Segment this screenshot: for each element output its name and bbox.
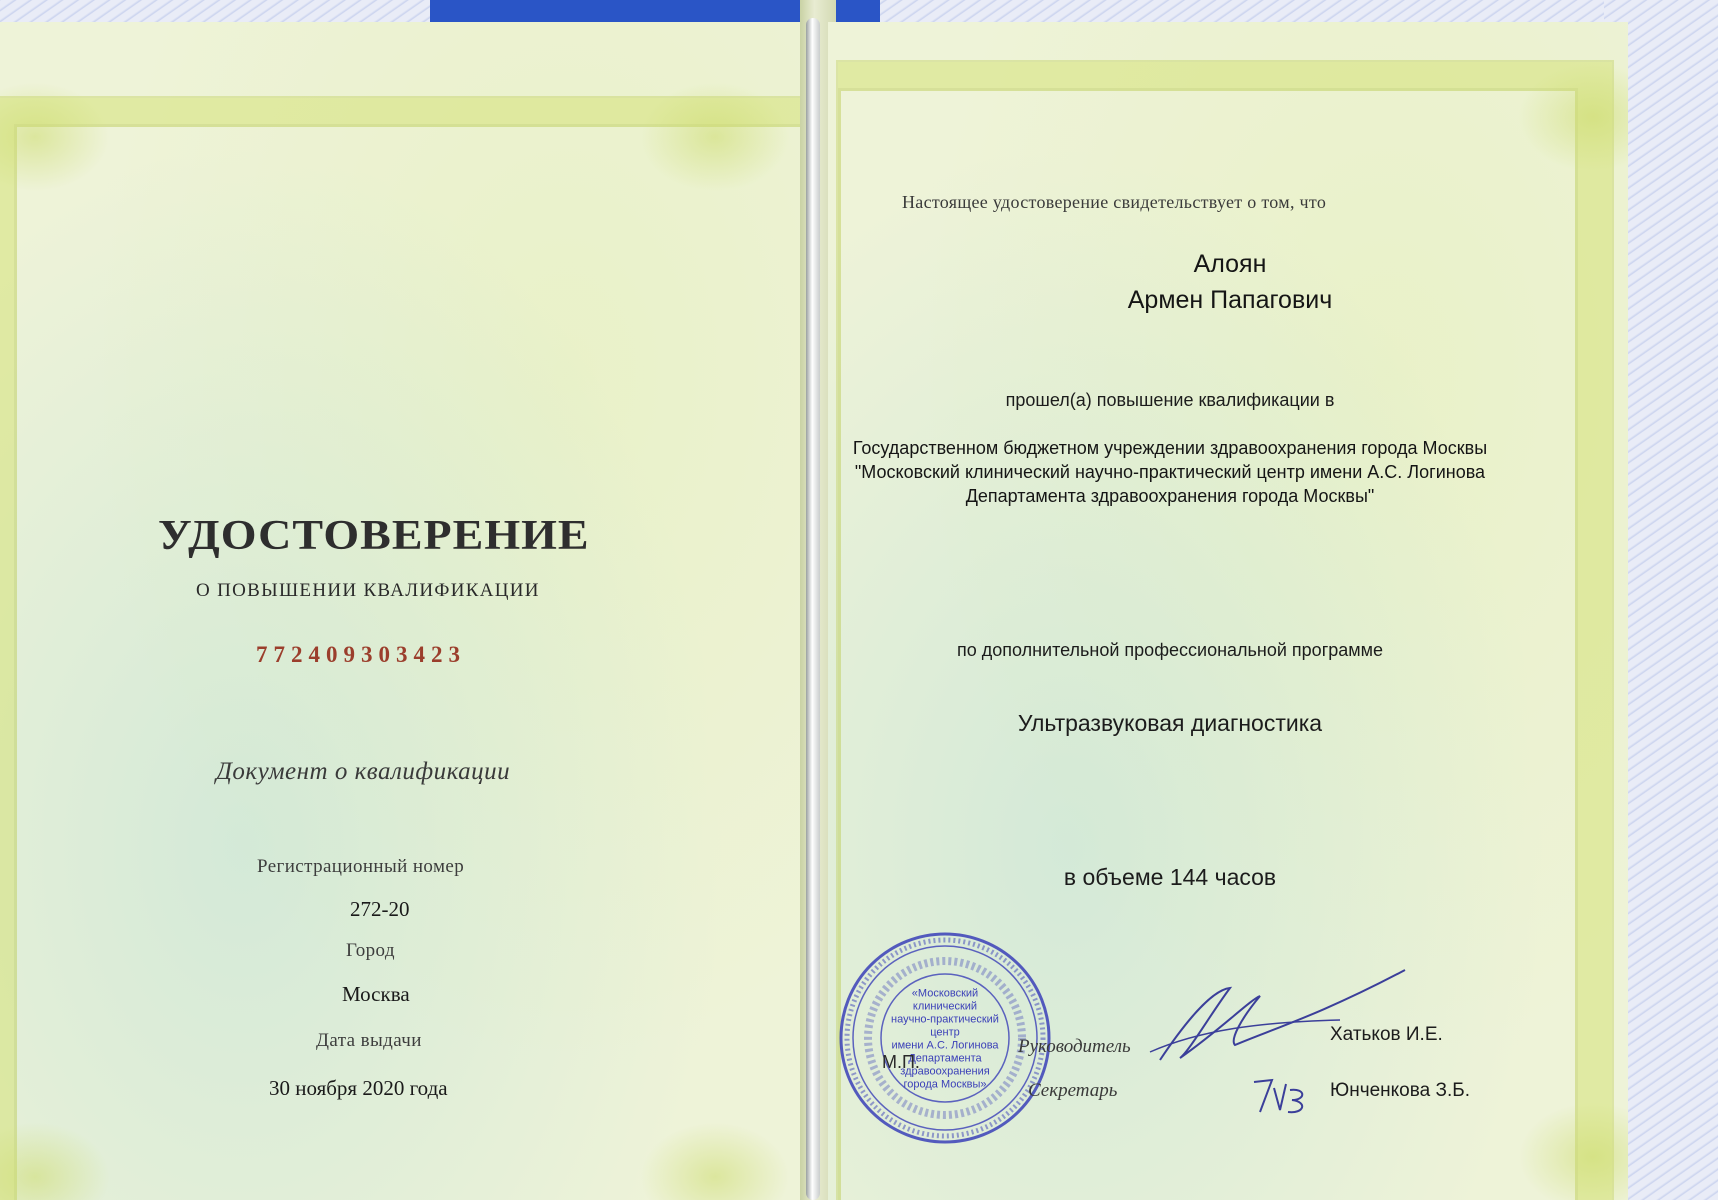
- stamp-line: научно-практический: [891, 1013, 999, 1026]
- stamp-line: «Московский: [911, 987, 979, 1000]
- binding-cord: [806, 18, 820, 1200]
- stamp-line: имени А.С. Логинова: [891, 1039, 999, 1052]
- secretary-name: Юнченкова З.Б.: [1330, 1080, 1470, 1101]
- program-label: по дополнительной профессиональной программе: [956, 640, 1384, 660]
- head-signature: [1140, 960, 1410, 1070]
- secretary-label: Секретарь: [1028, 1080, 1118, 1101]
- intro-text: Настоящее удостоверение свидетельствует о том, что: [902, 192, 1327, 212]
- secretary-signature: [1250, 1070, 1310, 1116]
- issue-date-label: Дата выдачи: [316, 1030, 422, 1051]
- organization-line-3: Департамента здравоохранения города Москвы": [965, 486, 1375, 506]
- program-name: Ультразвуковая диагностика: [1017, 710, 1323, 736]
- stamp-line: города Москвы»: [903, 1078, 987, 1091]
- document-type: Документ о квалификации: [216, 758, 511, 785]
- completed-text: прошел(а) повышение квалификации в: [1005, 390, 1335, 410]
- registration-label: Регистрационный номер: [257, 856, 465, 877]
- organization-line-2: "Московский клинический научно-практический центр имени А.С. Логинова: [854, 462, 1486, 482]
- document-title: УДОСТОВЕРЕНИЕ: [158, 511, 590, 558]
- stamp-line: здравоохранения: [900, 1065, 990, 1078]
- city-label: Город: [346, 940, 395, 961]
- stamp-line: центр: [930, 1026, 960, 1039]
- stamp-line: Департамента: [908, 1052, 982, 1065]
- certificate-number: 772409303423: [256, 642, 466, 667]
- stamp-line: клинический: [912, 1000, 978, 1013]
- organization-line-1: Государственном бюджетном учреждении здравоохранения города Москвы: [852, 438, 1488, 458]
- mp-label: М.П.: [882, 1052, 920, 1072]
- ornament-corner: [640, 82, 790, 192]
- registration-value: 272-20: [350, 897, 410, 921]
- document-subtitle: О ПОВЫШЕНИИ КВАЛИФИКАЦИИ: [196, 580, 540, 601]
- left-page: [0, 22, 808, 1200]
- issue-date-value: 30 ноября 2020 года: [269, 1076, 448, 1100]
- recipient-given-names: Армен Папагович: [1127, 286, 1333, 314]
- head-name: Хатьков И.Е.: [1330, 1024, 1443, 1045]
- city-value: Москва: [342, 982, 410, 1006]
- recipient-surname: Алоян: [1193, 250, 1267, 278]
- program-volume: в объеме 144 часов: [1063, 864, 1277, 890]
- head-label: Руководитель: [1018, 1036, 1131, 1057]
